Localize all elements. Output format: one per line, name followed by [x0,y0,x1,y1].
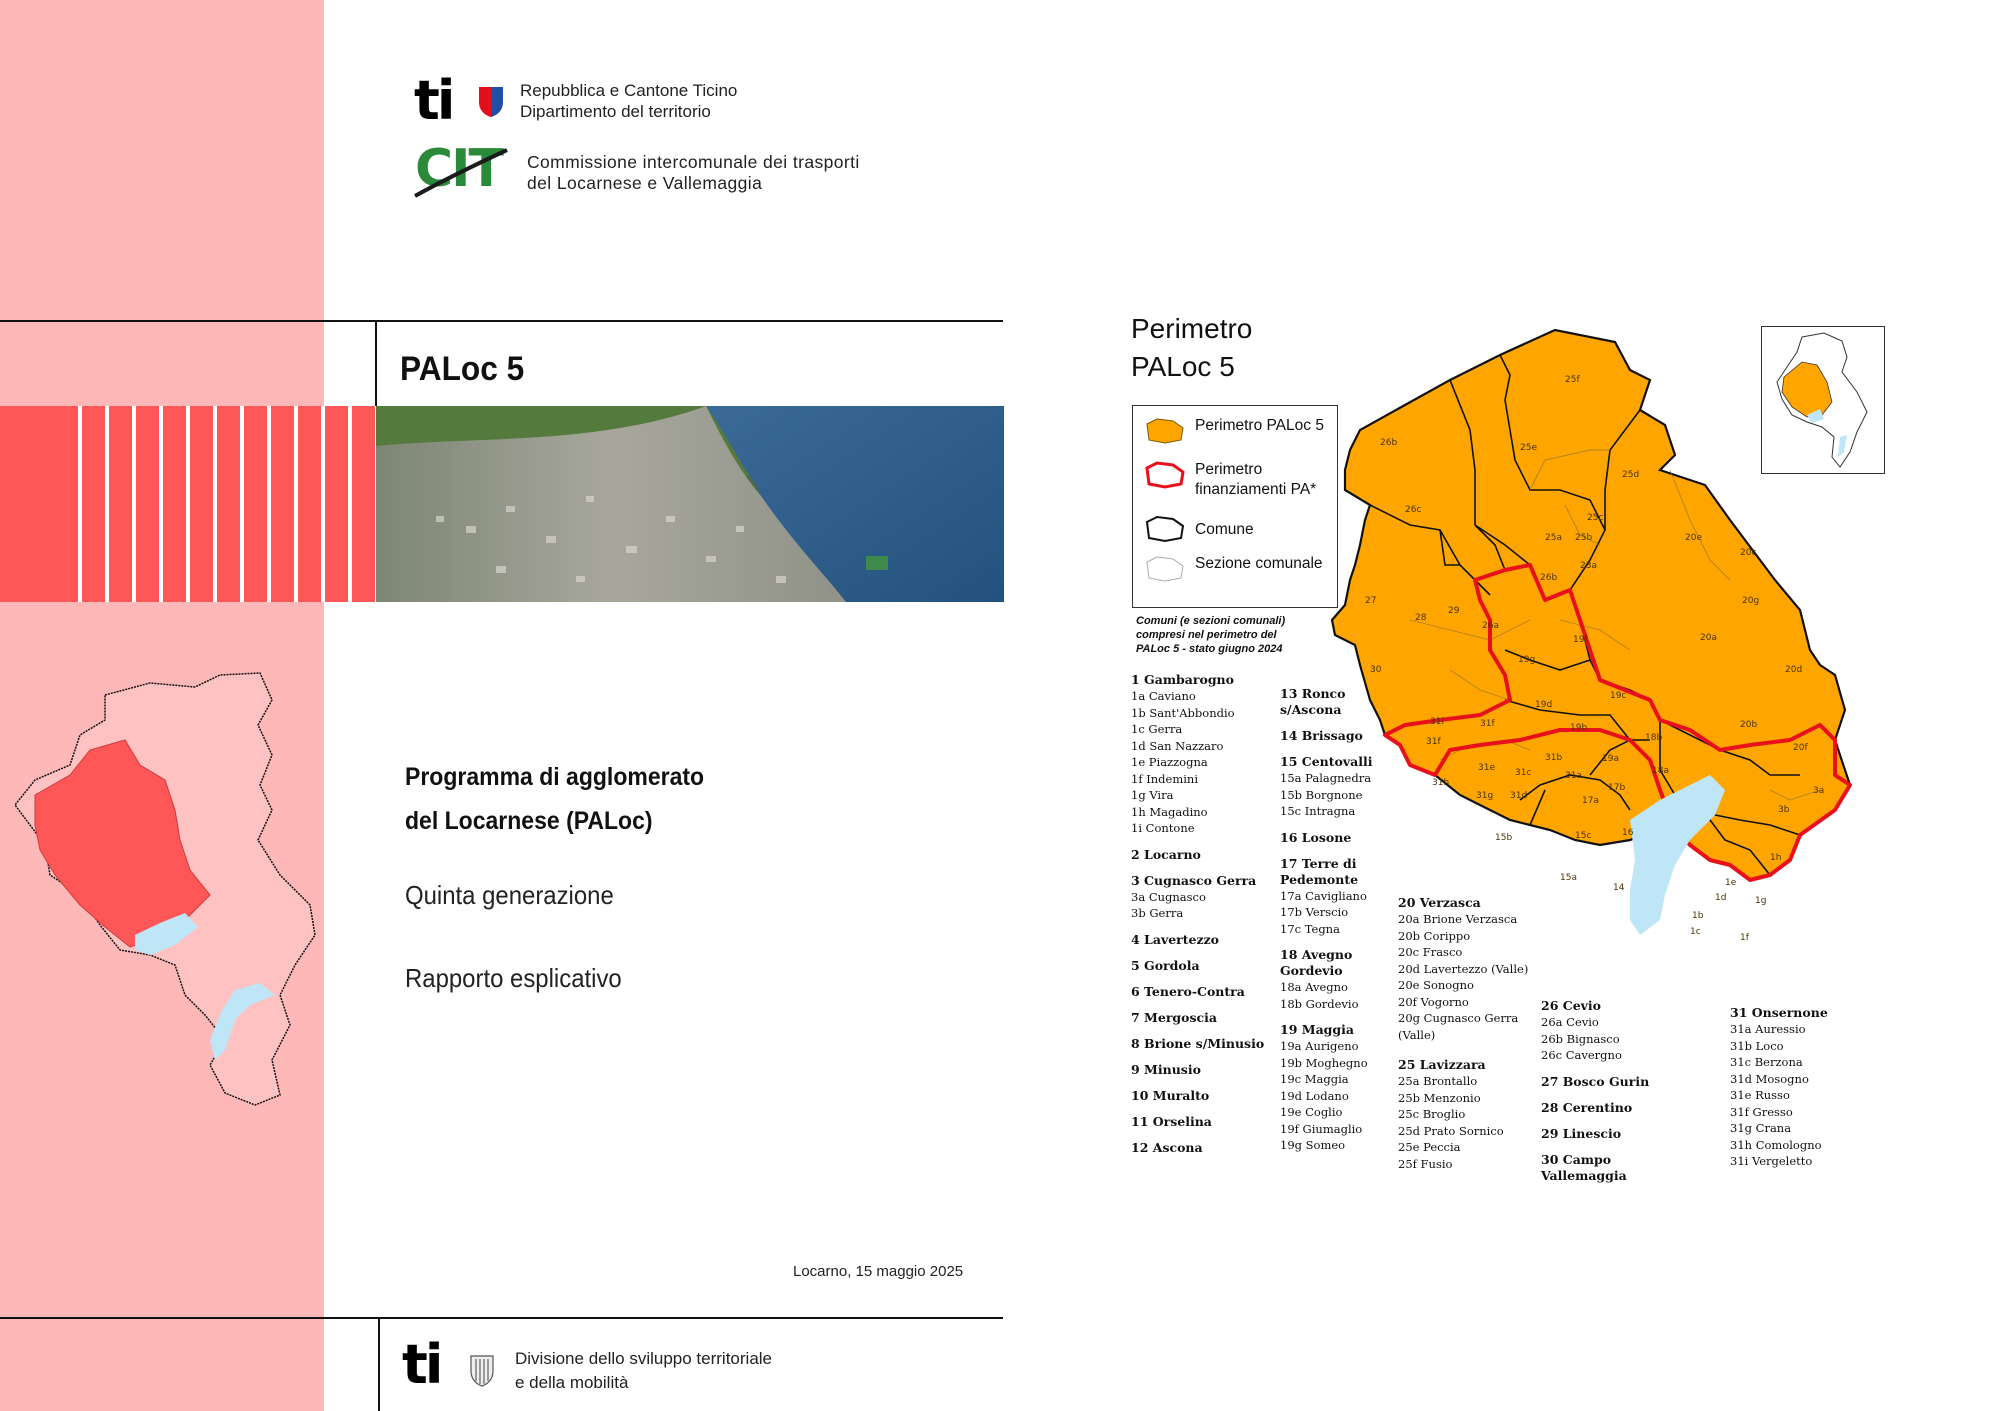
municipality-section: 31c Berzona [1730,1055,1803,1069]
legend-item-perimeter [1143,416,1324,451]
municipality-section: 25f Fusio [1398,1156,1453,1171]
region-label: 19d [1535,700,1553,710]
region-label: 14 [1613,883,1625,893]
municipality-section: 15c Intragna [1280,804,1356,818]
municipality-group [1131,1088,1281,1104]
municipality-group [1131,1062,1281,1078]
municipality-title: 20 Verzasca [1398,895,1481,910]
region-label: 31g [1476,791,1494,801]
canton-line-2: Dipartimento del territorio [520,102,711,121]
program-title-line-1: Programma di agglomerato [405,763,705,791]
aerial-photo [376,406,1004,602]
municipality-title: 9 Minusio [1131,1061,1201,1077]
municipality-section: 1i Contone [1131,821,1195,835]
municipality-group [1541,1100,1701,1116]
region-label: 31i [1430,717,1444,727]
region-label: 20a [1700,633,1717,643]
map-title [1131,310,1252,386]
legend-label-financing: Perimetro finanziamenti PA* [1195,461,1317,498]
region-label: 20b [1740,720,1758,730]
municipality-title: 6 Tenero-Contra [1131,983,1245,999]
municipality-group [1131,847,1281,863]
region-label: 31f [1480,719,1495,729]
legend-note-line-1: Comuni (e sezioni comunali) [1136,615,1286,627]
region-label: 16 [1622,828,1634,838]
municipality-section: 15b Borgnone [1280,787,1363,802]
municipality-section: 3a Cugnasco [1131,889,1206,904]
map-legend [1132,405,1338,608]
legend-label-sezione: Sezione comunale [1195,555,1323,572]
region-label: 17b [1608,783,1626,793]
municipality-group [1131,958,1281,974]
generation-label: Quinta generazione [405,880,614,910]
region-label: 31h [1432,778,1450,788]
municipality-section: 20f Vogorno [1398,994,1469,1009]
municipality-group [1131,873,1281,922]
municipality-group [1541,1074,1701,1090]
municipality-section: 20c Frasco [1398,945,1463,959]
region-label: 18a [1652,766,1669,776]
municipality-title: 16 Losone [1280,829,1352,845]
region-label: 25b [1575,533,1593,543]
cit-logo-text: CIT [415,139,502,199]
municipality-column-3 [1398,895,1538,1172]
municipality-title: 25 Lavizzara [1398,1057,1486,1072]
municipality-section: 19a Aurigeno [1280,1039,1359,1053]
municipality-section: 1c Gerra [1131,722,1183,736]
map-title-line-1: Perimetro [1131,313,1253,344]
report-type-label: Rapporto esplicativo [405,963,622,993]
region-label: 1g [1755,896,1767,906]
region-label: 1b [1692,911,1704,921]
region-label: 26c [1405,505,1422,515]
region-label: 19f [1573,635,1588,645]
municipality-section: 20b Corippo [1398,928,1471,943]
region-label: 25a [1545,533,1562,543]
municipality-section: 15a Palagnedra [1280,771,1372,785]
legend-label-comune: Comune [1195,521,1254,538]
region-label: 31b [1545,753,1563,763]
canton-line-1: Repubblica e Cantone Ticino [520,81,738,100]
municipality-group [1131,1036,1281,1052]
municipality-section: 25d Prato Sornico [1398,1123,1504,1138]
region-label: 31a [1565,771,1582,781]
region-label: 26a [1482,621,1499,631]
municipality-section: 19f Giumaglio [1280,1121,1363,1136]
municipality-section: 31f Gresso [1730,1104,1793,1119]
footer-ti-logo: ti [402,1333,441,1396]
map-title-line-2: PALoc 5 [1131,351,1235,382]
municipality-title: 30 Campo Vallemaggia [1541,1151,1627,1183]
municipality-section: 19b Moghegno [1280,1055,1368,1070]
division-text [515,1347,772,1395]
legend-item-financing [1143,460,1317,498]
region-label: 26b [1380,438,1398,448]
municipality-title: 19 Maggia [1280,1022,1355,1037]
municipality-group [1398,895,1538,1043]
region-label: 1e [1725,878,1737,888]
municipality-group [1131,1114,1281,1130]
municipality-section: 25b Menzonio [1398,1090,1481,1105]
municipality-section: 1d San Nazzaro [1131,738,1224,753]
municipality-column-5 [1730,1005,1880,1170]
program-title-line-2: del Locarnese (PALoc) [405,807,653,835]
red-outline-swatch-icon [1143,460,1187,490]
municipality-title: 29 Linescio [1541,1125,1622,1141]
region-label: 15b [1495,833,1513,843]
municipality-group [1541,1126,1701,1142]
ti-logo: ti [414,69,453,132]
black-outline-swatch-icon [1143,514,1187,544]
title-rule [0,320,1003,322]
municipality-title: 31 Onsernone [1730,1005,1828,1020]
region-label: 20c [1740,548,1757,558]
cit-line-1: Commissione intercomunale dei trasporti [527,152,860,172]
municipality-section: 31h Comologno [1730,1137,1822,1152]
region-label: 20g [1742,596,1760,606]
municipality-section: 20a Brione Verzasca [1398,912,1518,926]
municipality-title: 12 Ascona [1131,1139,1203,1155]
program-title [405,755,704,843]
region-label: 28 [1415,613,1427,623]
region-label: 26b [1540,573,1558,583]
municipality-group [1131,984,1281,1000]
municipality-section: 26a Cevio [1541,1015,1599,1029]
region-label: 25c [1587,513,1604,523]
inset-locator-map [1761,326,1885,474]
municipality-title: 7 Mergoscia [1131,1009,1217,1025]
municipality-title: 27 Bosco Gurin [1541,1073,1650,1089]
cover-stripes [78,406,378,602]
canton-header-text [520,80,737,122]
legend-item-comune [1143,514,1254,549]
municipality-group [1730,1005,1880,1170]
municipality-title: 18 Avegno Gordevio [1280,947,1353,978]
region-label: 31e [1478,763,1495,773]
legend-item-sezione [1143,554,1323,589]
municipality-section: 25e Peccia [1398,1140,1461,1154]
ticino-shield-icon [478,86,504,118]
municipality-section: 19c Maggia [1280,1072,1349,1086]
municipality-section: 1a Caviano [1131,689,1196,703]
cit-logo [415,140,515,198]
municipality-group [1280,728,1390,744]
municipality-section: 26b Bignasco [1541,1031,1620,1046]
report-date: Locarno, 15 maggio 2025 [793,1263,964,1280]
municipality-title: 1 Gambarogno [1131,672,1234,687]
municipality-title: 13 Ronco s/Ascona [1280,686,1346,717]
region-label: 20d [1785,665,1803,675]
region-label: 19c [1610,691,1627,701]
municipality-section: 31i Vergeletto [1730,1154,1813,1168]
municipality-section: 31a Auressio [1730,1022,1806,1036]
municipality-group [1541,998,1701,1064]
municipality-group [1541,1152,1701,1184]
region-label: 25d [1622,470,1640,480]
region-label: 3b [1778,805,1790,815]
region-label: 1f [1740,933,1749,943]
legend-note [1136,614,1285,656]
legend-note-line-3: PALoc 5 - stato giugno 2024 [1136,643,1283,655]
region-label: 15a [1560,873,1577,883]
municipality-group [1398,1057,1538,1172]
municipality-group [1280,686,1390,718]
ticino-locator-map [10,665,320,1115]
municipality-group [1131,1010,1281,1026]
region-label: 27 [1365,596,1377,606]
municipality-title: 3 Cugnasco Gerra [1131,872,1257,888]
municipality-group [1131,1140,1281,1156]
municipality-title: 26 Cevio [1541,998,1601,1013]
municipality-section: 1g Vira [1131,788,1174,802]
region-label: 18b [1645,733,1663,743]
municipality-title: 14 Brissago [1280,728,1363,743]
municipality-section: 31g Crana [1730,1121,1792,1135]
municipality-section: 20e Sonogno [1398,978,1474,992]
region-label: 20f [1793,743,1808,753]
title-divider [375,320,377,406]
municipality-title: 28 Cerentino [1541,1099,1633,1115]
region-label: 23a [1580,561,1597,571]
municipality-group [1280,830,1390,846]
municipality-group [1280,1022,1390,1154]
municipality-title: 11 Orselina [1131,1113,1212,1129]
municipality-section: 19g Someo [1280,1138,1346,1152]
cit-swoosh-icon [411,146,511,200]
cit-line-2: del Locarnese e Vallemaggia [527,173,763,193]
municipality-section: 3b Gerra [1131,906,1184,920]
municipality-section: 18b Gordevio [1280,996,1359,1011]
region-label: 25e [1520,443,1537,453]
region-label: 19a [1602,754,1619,764]
region-label: 15c [1575,831,1592,841]
municipality-group [1131,932,1281,948]
municipality-title: 17 Terre di Pedemonte [1280,855,1359,887]
inset-map-image [1762,327,1884,473]
legend-note-line-2: compresi nel perimetro del [1136,629,1277,641]
municipality-section: 1f Indemini [1131,771,1199,786]
municipality-group [1280,754,1390,820]
municipality-column-1 [1131,672,1281,1156]
grey-outline-swatch-icon [1143,554,1187,584]
region-label: 20e [1685,533,1702,543]
municipality-section: 17c Tegna [1280,921,1340,936]
municipality-title: 5 Gordola [1131,957,1200,973]
municipality-group [1280,947,1390,1012]
footer-shield-icon [470,1355,494,1387]
region-label: 1h [1770,853,1782,863]
municipality-column-2 [1280,686,1390,1154]
municipality-section: 1h Magadino [1131,804,1208,819]
municipality-section: 25c Broglio [1398,1107,1466,1121]
region-label: 1c [1690,927,1701,937]
municipality-group [1280,856,1390,938]
doc-title: PALoc 5 [400,350,525,388]
municipality-group [1131,672,1281,837]
region-label: 3a [1813,786,1825,796]
municipality-title: 8 Brione s/Minusio [1131,1035,1265,1051]
municipality-section: 19d Lodano [1280,1088,1349,1103]
orange-fill-swatch-icon [1143,416,1187,446]
region-label: 31d [1510,791,1528,801]
footer-rule [0,1317,1003,1319]
municipality-section: 26c Cavergno [1541,1048,1622,1062]
division-line-2: e della mobilità [515,1373,629,1392]
region-label: 19g [1518,655,1536,665]
municipality-section: 1e Piazzogna [1131,755,1208,769]
cit-header-text [527,152,860,194]
legend-label-perimeter: Perimetro PALoc 5 [1195,417,1324,434]
aerial-photo-image [376,406,1004,602]
municipality-section: 18a Avegno [1280,980,1348,994]
footer-divider [378,1317,380,1411]
municipality-section: 31d Mosogno [1730,1071,1809,1086]
municipality-section: 20d Lavertezzo (Valle) [1398,961,1529,976]
municipality-section: 31e Russo [1730,1088,1790,1102]
municipality-section: 17a Cavigliano [1280,888,1367,903]
municipality-section: 20g Cugnasco Gerra (Valle) [1398,1011,1519,1042]
municipality-title: 2 Locarno [1131,846,1201,862]
municipality-title: 4 Lavertezzo [1131,931,1220,947]
region-label: 17a [1582,796,1599,806]
division-line-1: Divisione dello sviluppo territoriale [515,1349,773,1368]
municipality-section: 25a Brontallo [1398,1074,1478,1088]
region-label: 1d [1715,893,1727,903]
region-label: 31f [1426,737,1441,747]
region-label: 29 [1448,606,1460,616]
region-label: 25f [1565,375,1580,385]
region-label: 31c [1515,768,1532,778]
municipality-section: 31b Loco [1730,1038,1784,1053]
municipality-section: 17b Verscio [1280,905,1349,919]
municipality-section: 19e Coglio [1280,1105,1343,1119]
municipality-title: 10 Muralto [1131,1087,1210,1103]
region-label: 19b [1570,723,1588,733]
municipality-title: 15 Centovalli [1280,754,1373,769]
region-label: 30 [1370,665,1382,675]
municipality-column-4 [1541,998,1701,1184]
municipality-section: 1b Sant'Abbondio [1131,705,1235,720]
